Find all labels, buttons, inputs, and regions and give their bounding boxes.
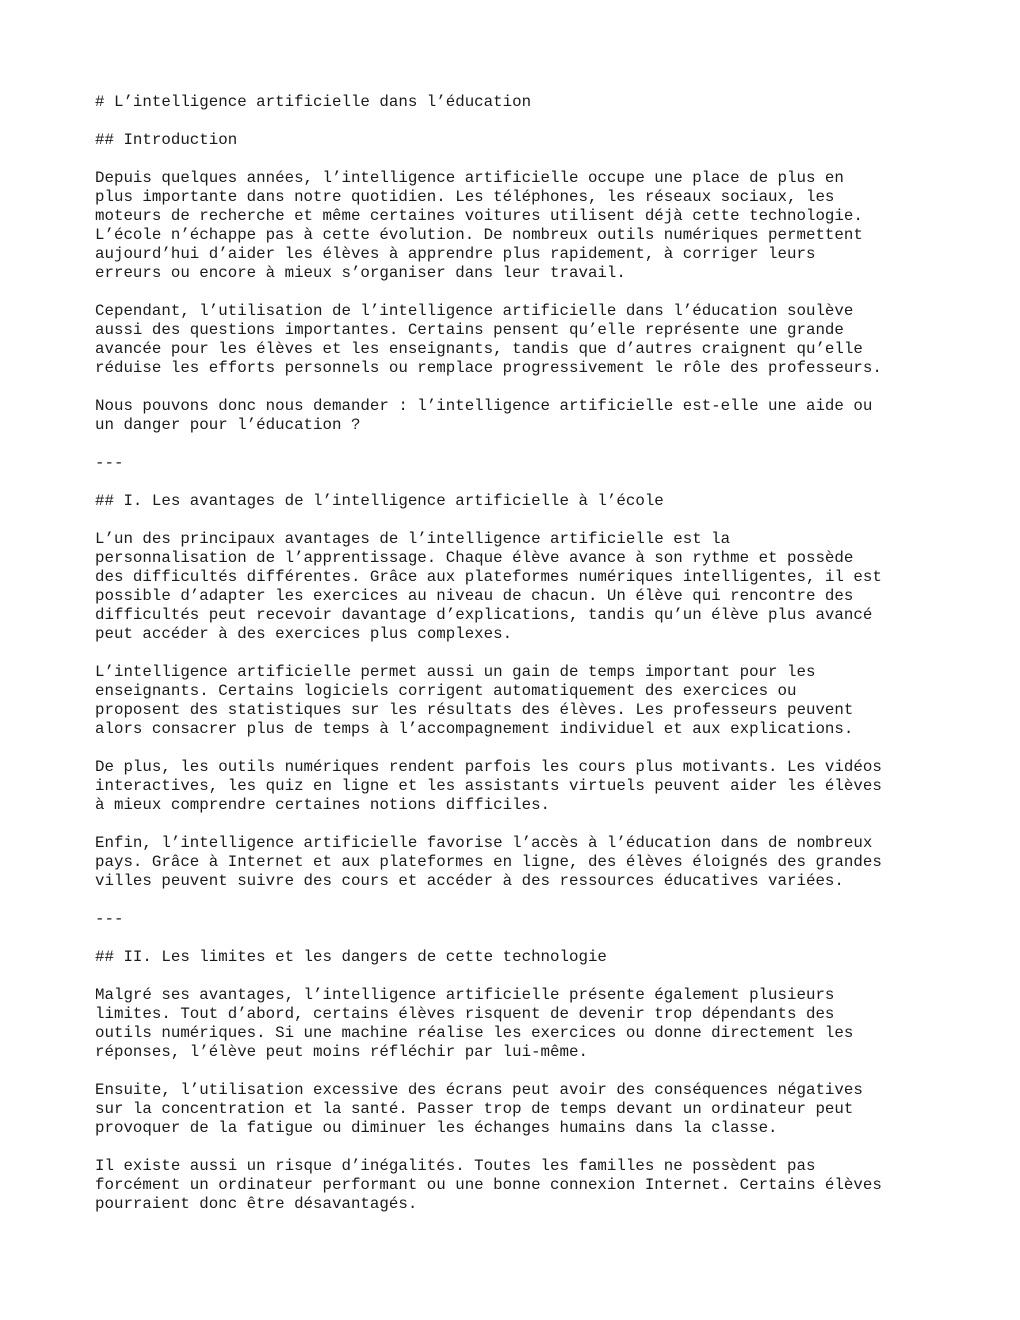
separator-1: --- bbox=[95, 454, 124, 472]
section-2-paragraph-3: Il existe aussi un risque d’inégalités. Toutes les familles ne possèdent pas forcément un ordinateur performant ou une bonne connexion Internet. Certains élèves pourraient donc être désavantagés. bbox=[95, 1157, 882, 1213]
intro-paragraph-2: Cependant, l’utilisation de l’intelligence artificielle dans l’éducation soulève aussi des questions importantes. Certains pensent qu’elle représente une grande avancée pour les élèves et les enseignants, tandis que d’autres craignent qu’elle réduise les efforts personnels ou remplace progressivement le rôle des professeurs. bbox=[95, 302, 882, 377]
section-1-paragraph-4: Enfin, l’intelligence artificielle favorise l’accès à l’éducation dans de nombreux pays. Grâce à Internet et aux plateformes en ligne, des élèves éloignés des grandes villes peuvent suivre des cours et accéder à des ressources éducatives variées. bbox=[95, 834, 882, 890]
section-1-heading: ## I. Les avantages de l’intelligence artificielle à l’école bbox=[95, 492, 664, 510]
intro-paragraph-1: Depuis quelques années, l’intelligence artificielle occupe une place de plus en plus importante dans notre quotidien. Les téléphones, les réseaux sociaux, les moteurs de recherche et même certaines voitures utilisent déjà cette technologie. L’école n’échappe pas à cette évolution. De nombreux outils numériques permettent aujourd’hui d’aider les élèves à apprendre plus rapidement, à corriger leurs erreurs ou encore à mieux s’organiser dans leur travail. bbox=[95, 169, 863, 282]
section-2-paragraph-2: Ensuite, l’utilisation excessive des écrans peut avoir des conséquences négatives sur la concentration et la santé. Passer trop de temps devant un ordinateur peut provoquer de la fatigue ou diminuer les échanges humains dans la classe. bbox=[95, 1081, 863, 1137]
intro-paragraph-3: Nous pouvons donc nous demander : l’intelligence artificielle est-elle une aide ou un danger pour l’éducation ? bbox=[95, 397, 873, 434]
section-1-paragraph-2: L’intelligence artificielle permet aussi un gain de temps important pour les enseignants. Certains logiciels corrigent automatiquement des exercices ou proposent des statistiques sur les résultats des élèves. Les professeurs peuvent alors consacrer plus de temps à l’accompagnement individuel et aux explications. bbox=[95, 663, 854, 738]
section-2-heading: ## II. Les limites et les dangers de cette technologie bbox=[95, 948, 607, 966]
section-1-paragraph-3: De plus, les outils numériques rendent parfois les cours plus motivants. Les vidéos interactives, les quiz en ligne et les assistants virtuels peuvent aider les élèves à mieux comprendre certaines notions difficiles. bbox=[95, 758, 882, 814]
section-2-paragraph-1: Malgré ses avantages, l’intelligence artificielle présente également plusieurs limites. Tout d’abord, certains élèves risquent de devenir trop dépendants des outils numériques. Si une machine réalise les exercices ou donne directement les réponses, l’élève peut moins réfléchir par lui-même. bbox=[95, 986, 854, 1061]
intro-heading: ## Introduction bbox=[95, 131, 238, 149]
document-title: # L’intelligence artificielle dans l’éducation bbox=[95, 93, 532, 111]
separator-2: --- bbox=[95, 910, 124, 928]
section-1-paragraph-1: L’un des principaux avantages de l’intelligence artificielle est la personnalisation de l’apprentissage. Chaque élève avance à son rythme et possède des difficultés différentes. Grâce aux plateformes numériques intelligentes, il est possible d’adapter les exercices au niveau de chacun. Un élève qui rencontre des difficultés peut recevoir davantage d’explications, tandis qu’un élève plus avancé peut accéder à des exercices plus complexes. bbox=[95, 530, 882, 643]
document-page bbox=[95, 93, 955, 1233]
